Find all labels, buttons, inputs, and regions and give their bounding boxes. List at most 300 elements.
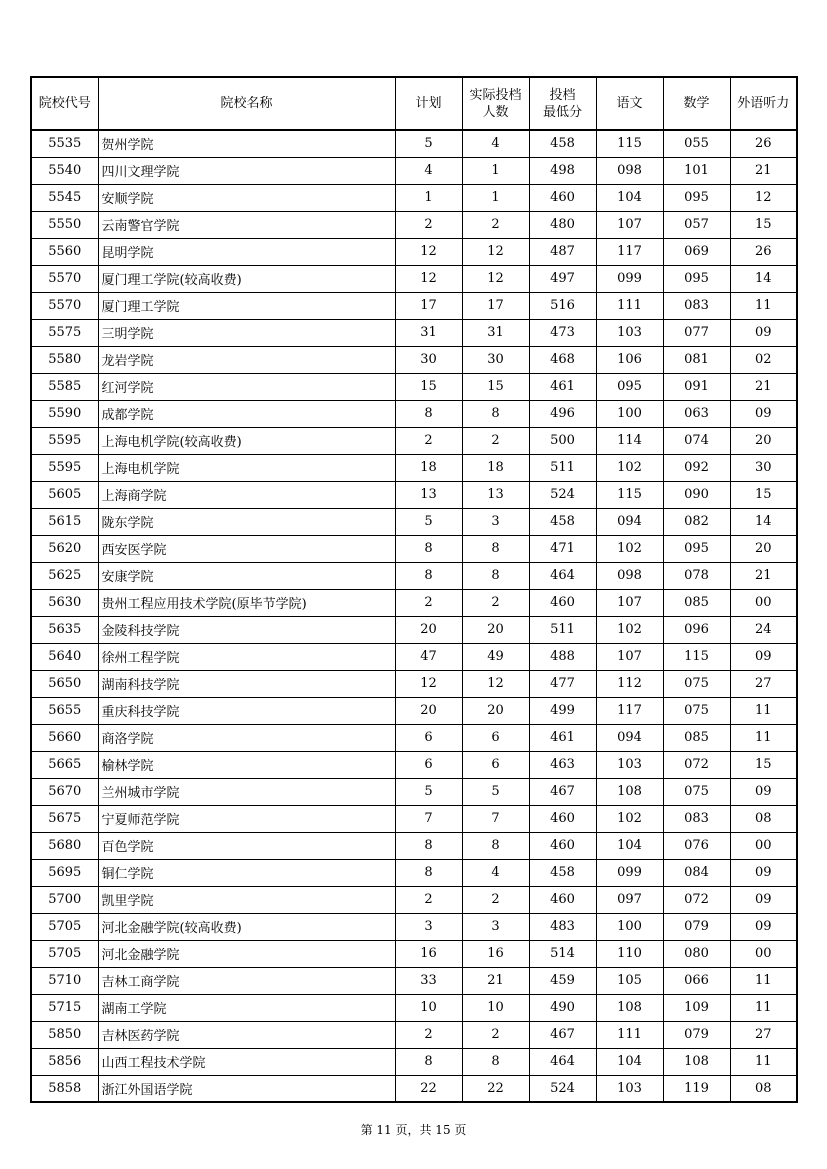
cell-school-code: 5700	[31, 886, 98, 913]
cell-actual-count: 16	[462, 940, 529, 967]
cell-min-score: 460	[529, 832, 596, 859]
cell-chinese: 094	[596, 724, 663, 751]
page-footer: 第 11 页，共 15 页	[360, 1123, 467, 1137]
cell-plan: 6	[395, 751, 462, 778]
table-row	[31, 238, 797, 265]
cell-actual-count: 12	[462, 670, 529, 697]
cell-chinese: 105	[596, 967, 663, 994]
cell-plan: 4	[395, 157, 462, 184]
cell-school-name: 贵州工程应用技术学院(原毕节学院)	[98, 589, 395, 616]
header-listening: 外语听力	[730, 77, 797, 130]
cell-actual-count: 8	[462, 562, 529, 589]
cell-actual-count: 1	[462, 184, 529, 211]
cell-min-score: 480	[529, 211, 596, 238]
cell-listening: 00	[730, 832, 797, 859]
cell-min-score: 488	[529, 643, 596, 670]
cell-math: 115	[663, 643, 730, 670]
cell-actual-count: 6	[462, 751, 529, 778]
table-row	[31, 157, 797, 184]
cell-chinese: 102	[596, 535, 663, 562]
cell-actual-count: 4	[462, 859, 529, 886]
cell-chinese: 108	[596, 778, 663, 805]
table-row	[31, 373, 797, 400]
cell-school-name: 百色学院	[98, 832, 395, 859]
cell-plan: 17	[395, 292, 462, 319]
cell-listening: 11	[730, 1048, 797, 1075]
cell-listening: 00	[730, 940, 797, 967]
cell-min-score: 483	[529, 913, 596, 940]
cell-math: 072	[663, 751, 730, 778]
cell-actual-count: 5	[462, 778, 529, 805]
cell-school-name: 兰州城市学院	[98, 778, 395, 805]
cell-plan: 47	[395, 643, 462, 670]
cell-actual-count: 4	[462, 130, 529, 157]
cell-listening: 09	[730, 859, 797, 886]
table-row	[31, 292, 797, 319]
cell-school-code: 5670	[31, 778, 98, 805]
cell-math: 081	[663, 346, 730, 373]
cell-actual-count: 12	[462, 265, 529, 292]
table-row	[31, 562, 797, 589]
cell-chinese: 117	[596, 238, 663, 265]
cell-listening: 11	[730, 697, 797, 724]
table-row	[31, 805, 797, 832]
table-row	[31, 265, 797, 292]
cell-math: 069	[663, 238, 730, 265]
cell-math: 077	[663, 319, 730, 346]
cell-listening: 21	[730, 562, 797, 589]
cell-min-score: 460	[529, 886, 596, 913]
cell-school-code: 5680	[31, 832, 98, 859]
cell-school-code: 5675	[31, 805, 98, 832]
cell-plan: 20	[395, 616, 462, 643]
cell-actual-count: 2	[462, 211, 529, 238]
cell-listening: 20	[730, 535, 797, 562]
cell-actual-count: 15	[462, 373, 529, 400]
cell-min-score: 473	[529, 319, 596, 346]
cell-listening: 15	[730, 481, 797, 508]
table-row	[31, 859, 797, 886]
cell-chinese: 102	[596, 454, 663, 481]
cell-school-name: 红河学院	[98, 373, 395, 400]
cell-listening: 26	[730, 130, 797, 157]
cell-min-score: 516	[529, 292, 596, 319]
cell-chinese: 102	[596, 616, 663, 643]
cell-math: 101	[663, 157, 730, 184]
cell-chinese: 104	[596, 184, 663, 211]
cell-min-score: 459	[529, 967, 596, 994]
cell-math: 079	[663, 913, 730, 940]
cell-school-code: 5665	[31, 751, 98, 778]
table-row	[31, 697, 797, 724]
cell-min-score: 458	[529, 130, 596, 157]
table-row	[31, 778, 797, 805]
admission-table-sheet	[30, 76, 798, 1103]
cell-school-name: 贺州学院	[98, 130, 395, 157]
cell-min-score: 497	[529, 265, 596, 292]
table-row	[31, 454, 797, 481]
header-min-score	[529, 77, 596, 130]
cell-actual-count: 30	[462, 346, 529, 373]
table-row	[31, 508, 797, 535]
cell-school-code: 5625	[31, 562, 98, 589]
cell-chinese: 111	[596, 292, 663, 319]
cell-min-score: 467	[529, 1021, 596, 1048]
cell-chinese: 111	[596, 1021, 663, 1048]
cell-school-name: 河北金融学院(较高收费)	[98, 913, 395, 940]
cell-school-name: 四川文理学院	[98, 157, 395, 184]
cell-school-name: 龙岩学院	[98, 346, 395, 373]
table-row	[31, 913, 797, 940]
cell-listening: 21	[730, 373, 797, 400]
cell-school-code: 5715	[31, 994, 98, 1021]
cell-plan: 30	[395, 346, 462, 373]
cell-min-score: 499	[529, 697, 596, 724]
cell-math: 095	[663, 535, 730, 562]
cell-listening: 09	[730, 643, 797, 670]
cell-chinese: 103	[596, 751, 663, 778]
cell-math: 063	[663, 400, 730, 427]
cell-min-score: 460	[529, 589, 596, 616]
cell-min-score: 471	[529, 535, 596, 562]
cell-plan: 5	[395, 130, 462, 157]
cell-math: 072	[663, 886, 730, 913]
cell-plan: 2	[395, 427, 462, 454]
table-row	[31, 967, 797, 994]
cell-plan: 6	[395, 724, 462, 751]
cell-chinese: 108	[596, 994, 663, 1021]
cell-school-name: 凯里学院	[98, 886, 395, 913]
cell-math: 082	[663, 508, 730, 535]
header-actual-count-line2: 人数	[482, 104, 509, 120]
cell-school-code: 5630	[31, 589, 98, 616]
cell-school-name: 铜仁学院	[98, 859, 395, 886]
cell-actual-count: 7	[462, 805, 529, 832]
table-row	[31, 427, 797, 454]
cell-listening: 11	[730, 724, 797, 751]
cell-chinese: 107	[596, 643, 663, 670]
cell-listening: 26	[730, 238, 797, 265]
cell-actual-count: 17	[462, 292, 529, 319]
cell-actual-count: 10	[462, 994, 529, 1021]
cell-listening: 09	[730, 400, 797, 427]
table-row	[31, 589, 797, 616]
cell-plan: 18	[395, 454, 462, 481]
cell-school-name: 安顺学院	[98, 184, 395, 211]
cell-chinese: 095	[596, 373, 663, 400]
cell-math: 055	[663, 130, 730, 157]
cell-chinese: 100	[596, 400, 663, 427]
table-row	[31, 1048, 797, 1075]
cell-school-name: 商洛学院	[98, 724, 395, 751]
cell-listening: 11	[730, 967, 797, 994]
table-body	[31, 130, 797, 1102]
table-row	[31, 481, 797, 508]
cell-actual-count: 2	[462, 589, 529, 616]
cell-min-score: 460	[529, 184, 596, 211]
cell-plan: 12	[395, 670, 462, 697]
cell-min-score: 511	[529, 454, 596, 481]
cell-listening: 00	[730, 589, 797, 616]
cell-school-code: 5535	[31, 130, 98, 157]
cell-school-name: 浙江外国语学院	[98, 1075, 395, 1102]
cell-listening: 08	[730, 805, 797, 832]
cell-actual-count: 12	[462, 238, 529, 265]
cell-plan: 31	[395, 319, 462, 346]
cell-listening: 09	[730, 913, 797, 940]
cell-school-code: 5858	[31, 1075, 98, 1102]
cell-listening: 02	[730, 346, 797, 373]
cell-min-score: 500	[529, 427, 596, 454]
cell-school-name: 云南警官学院	[98, 211, 395, 238]
cell-chinese: 098	[596, 562, 663, 589]
cell-school-name: 厦门理工学院(较高收费)	[98, 265, 395, 292]
cell-school-code: 5595	[31, 454, 98, 481]
cell-school-name: 重庆科技学院	[98, 697, 395, 724]
cell-plan: 2	[395, 589, 462, 616]
cell-math: 076	[663, 832, 730, 859]
cell-actual-count: 3	[462, 508, 529, 535]
cell-min-score: 461	[529, 373, 596, 400]
header-school-name: 院校名称	[98, 77, 395, 130]
cell-plan: 13	[395, 481, 462, 508]
cell-actual-count: 18	[462, 454, 529, 481]
cell-listening: 27	[730, 1021, 797, 1048]
cell-math: 085	[663, 724, 730, 751]
cell-school-code: 5580	[31, 346, 98, 373]
cell-school-name: 陇东学院	[98, 508, 395, 535]
cell-plan: 8	[395, 859, 462, 886]
cell-school-code: 5620	[31, 535, 98, 562]
table-row	[31, 319, 797, 346]
cell-school-code: 5570	[31, 265, 98, 292]
table-row	[31, 1075, 797, 1102]
header-row	[31, 77, 797, 130]
cell-chinese: 107	[596, 211, 663, 238]
cell-chinese: 104	[596, 832, 663, 859]
cell-min-score: 496	[529, 400, 596, 427]
cell-school-name: 金陵科技学院	[98, 616, 395, 643]
cell-listening: 09	[730, 886, 797, 913]
cell-math: 083	[663, 805, 730, 832]
header-plan: 计划	[395, 77, 462, 130]
cell-school-code: 5650	[31, 670, 98, 697]
cell-school-code: 5570	[31, 292, 98, 319]
cell-school-code: 5590	[31, 400, 98, 427]
cell-chinese: 112	[596, 670, 663, 697]
cell-school-code: 5695	[31, 859, 98, 886]
cell-plan: 8	[395, 562, 462, 589]
cell-math: 091	[663, 373, 730, 400]
cell-plan: 1	[395, 184, 462, 211]
cell-chinese: 094	[596, 508, 663, 535]
cell-school-name: 三明学院	[98, 319, 395, 346]
cell-school-code: 5545	[31, 184, 98, 211]
cell-plan: 15	[395, 373, 462, 400]
cell-plan: 33	[395, 967, 462, 994]
cell-min-score: 458	[529, 508, 596, 535]
cell-plan: 2	[395, 886, 462, 913]
cell-school-code: 5655	[31, 697, 98, 724]
cell-school-code: 5710	[31, 967, 98, 994]
cell-math: 109	[663, 994, 730, 1021]
cell-min-score: 460	[529, 805, 596, 832]
cell-listening: 21	[730, 157, 797, 184]
cell-math: 078	[663, 562, 730, 589]
cell-school-code: 5550	[31, 211, 98, 238]
admission-table	[30, 76, 798, 1103]
cell-plan: 2	[395, 1021, 462, 1048]
cell-school-name: 上海商学院	[98, 481, 395, 508]
cell-math: 075	[663, 670, 730, 697]
cell-listening: 27	[730, 670, 797, 697]
cell-school-name: 昆明学院	[98, 238, 395, 265]
cell-min-score: 468	[529, 346, 596, 373]
cell-school-name: 上海电机学院(较高收费)	[98, 427, 395, 454]
cell-listening: 24	[730, 616, 797, 643]
cell-math: 066	[663, 967, 730, 994]
cell-school-name: 河北金融学院	[98, 940, 395, 967]
cell-school-code: 5595	[31, 427, 98, 454]
cell-actual-count: 8	[462, 832, 529, 859]
cell-chinese: 097	[596, 886, 663, 913]
cell-plan: 7	[395, 805, 462, 832]
cell-min-score: 524	[529, 1075, 596, 1102]
table-row	[31, 940, 797, 967]
table-row	[31, 751, 797, 778]
table-row	[31, 994, 797, 1021]
cell-chinese: 099	[596, 265, 663, 292]
table-row	[31, 346, 797, 373]
table-row	[31, 643, 797, 670]
cell-school-name: 榆林学院	[98, 751, 395, 778]
cell-math: 085	[663, 589, 730, 616]
header-math: 数学	[663, 77, 730, 130]
cell-school-code: 5640	[31, 643, 98, 670]
cell-chinese: 104	[596, 1048, 663, 1075]
table-row	[31, 130, 797, 157]
cell-school-name: 湖南科技学院	[98, 670, 395, 697]
cell-math: 108	[663, 1048, 730, 1075]
cell-listening: 11	[730, 292, 797, 319]
cell-math: 057	[663, 211, 730, 238]
cell-min-score: 467	[529, 778, 596, 805]
cell-actual-count: 31	[462, 319, 529, 346]
cell-school-name: 湖南工学院	[98, 994, 395, 1021]
cell-school-name: 上海电机学院	[98, 454, 395, 481]
cell-listening: 08	[730, 1075, 797, 1102]
cell-math: 092	[663, 454, 730, 481]
cell-actual-count: 1	[462, 157, 529, 184]
cell-actual-count: 2	[462, 1021, 529, 1048]
table-row	[31, 535, 797, 562]
header-chinese: 语文	[596, 77, 663, 130]
cell-plan: 8	[395, 400, 462, 427]
cell-min-score: 458	[529, 859, 596, 886]
cell-plan: 5	[395, 778, 462, 805]
cell-school-name: 西安医学院	[98, 535, 395, 562]
table-row	[31, 400, 797, 427]
cell-school-code: 5575	[31, 319, 98, 346]
header-actual-count-line1: 实际投档	[469, 87, 522, 103]
cell-chinese: 098	[596, 157, 663, 184]
table-row	[31, 1021, 797, 1048]
cell-listening: 12	[730, 184, 797, 211]
cell-actual-count: 13	[462, 481, 529, 508]
cell-chinese: 103	[596, 319, 663, 346]
cell-actual-count: 8	[462, 400, 529, 427]
cell-school-name: 宁夏师范学院	[98, 805, 395, 832]
cell-math: 083	[663, 292, 730, 319]
cell-chinese: 114	[596, 427, 663, 454]
cell-min-score: 487	[529, 238, 596, 265]
cell-min-score: 477	[529, 670, 596, 697]
cell-math: 095	[663, 265, 730, 292]
cell-math: 096	[663, 616, 730, 643]
cell-school-name: 厦门理工学院	[98, 292, 395, 319]
cell-min-score: 464	[529, 562, 596, 589]
header-min-score-line2: 最低分	[542, 104, 582, 120]
cell-plan: 12	[395, 265, 462, 292]
table-row	[31, 616, 797, 643]
table-row	[31, 184, 797, 211]
cell-chinese: 117	[596, 697, 663, 724]
cell-min-score: 511	[529, 616, 596, 643]
cell-school-name: 吉林工商学院	[98, 967, 395, 994]
cell-plan: 2	[395, 211, 462, 238]
cell-math: 079	[663, 1021, 730, 1048]
cell-listening: 15	[730, 211, 797, 238]
header-school-code: 院校代号	[31, 77, 98, 130]
cell-school-name: 吉林医药学院	[98, 1021, 395, 1048]
table-row	[31, 832, 797, 859]
cell-actual-count: 2	[462, 886, 529, 913]
cell-school-code: 5856	[31, 1048, 98, 1075]
cell-school-name: 山西工程技术学院	[98, 1048, 395, 1075]
cell-actual-count: 8	[462, 535, 529, 562]
cell-math: 074	[663, 427, 730, 454]
cell-school-name: 成都学院	[98, 400, 395, 427]
cell-listening: 11	[730, 994, 797, 1021]
cell-school-code: 5635	[31, 616, 98, 643]
table-row	[31, 886, 797, 913]
cell-school-code: 5705	[31, 913, 98, 940]
cell-listening: 14	[730, 265, 797, 292]
cell-min-score: 514	[529, 940, 596, 967]
cell-school-name: 徐州工程学院	[98, 643, 395, 670]
cell-actual-count: 20	[462, 616, 529, 643]
cell-chinese: 107	[596, 589, 663, 616]
cell-min-score: 463	[529, 751, 596, 778]
cell-chinese: 100	[596, 913, 663, 940]
table-row	[31, 670, 797, 697]
cell-actual-count: 22	[462, 1075, 529, 1102]
cell-min-score: 490	[529, 994, 596, 1021]
cell-school-code: 5850	[31, 1021, 98, 1048]
cell-math: 090	[663, 481, 730, 508]
cell-math: 095	[663, 184, 730, 211]
cell-listening: 09	[730, 778, 797, 805]
cell-chinese: 103	[596, 1075, 663, 1102]
cell-chinese: 115	[596, 481, 663, 508]
cell-plan: 12	[395, 238, 462, 265]
cell-actual-count: 3	[462, 913, 529, 940]
cell-listening: 20	[730, 427, 797, 454]
cell-actual-count: 2	[462, 427, 529, 454]
cell-school-code: 5705	[31, 940, 98, 967]
cell-min-score: 461	[529, 724, 596, 751]
cell-school-code: 5560	[31, 238, 98, 265]
